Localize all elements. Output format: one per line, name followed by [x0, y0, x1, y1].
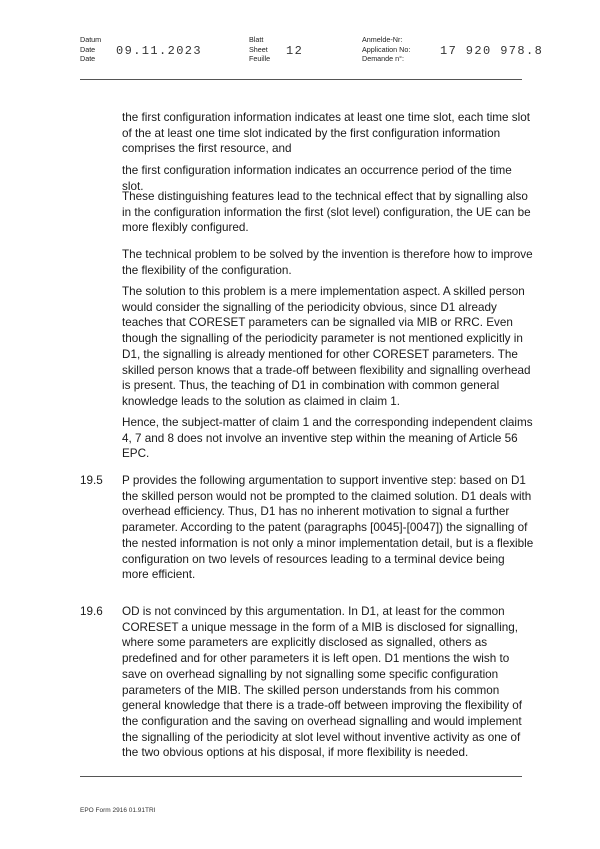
sheet-label: Blatt Sheet Feuille [249, 35, 271, 64]
paragraph-technical-problem: The technical problem to be solved by the invention is therefore how to improve the flexibility of the configuration. [122, 248, 533, 277]
application-label: Anmelde-Nr: Application No: Demande n°: [362, 35, 411, 64]
paragraph-feature-2: the first configuration information indicates an occurrence period of the time slot. [122, 164, 512, 193]
page-header [0, 30, 600, 80]
section-19-6-text: OD is not convinced by this argumentation. In D1, at least for the common CORESET a unique message in the form of a MIB is disclosed for signalling, where some parameters are explicitly disclosed as signalled, others as predefined and for other parameters it is left open. D1 mentions the wish to save on overhead signalling by not signalling some specific configuration parameters of the MIB. The skilled person understands from his common general knowledge that there is a trade-off between improving the flexibility of the configuration and the saving on overhead signalling and would implement the signalling of the periodicity at slot level without inventive activity as one of the two obvious options at his disposal, if more flexibility is needed. [122, 605, 522, 760]
sheet-value: 12 [286, 44, 304, 58]
paragraph-solution: The solution to this problem is a mere implementation aspect. A skilled person would consider the signalling of the periodicity obvious, since D1 already teaches that CORESET parameters can be signalled via MIB or RRC. Even though the signalling of the periodicity parameter is not mentioned explicitly in D1, the signalling is already mentioned for other CORESET parameters. The skilled person knows that a trade-off between flexibility and signalling overhead is present. Thus, the teaching of D1 in combination with common general knowledge leads to the solution as claimed in claim 1. [122, 285, 531, 408]
form-number: EPO Form 2916 01.91TRI [80, 807, 156, 814]
section-19-5-text: P provides the following argumentation to support inventive step: based on D1 the skilled person would not be prompted to the claimed solution. D1 deals with overhead efficiency. Thus, D1 has no inherent motivation to signal a further parameter. According to the patent (paragraphs [0045]-[0047]) the signalling of the nested information is not only a minor implementation detail, but is a flexible configuration on two levels of resources leading to a terminal device being more efficient. [122, 474, 534, 582]
section-number-19-5: 19.5 [80, 474, 103, 487]
footer-divider [80, 776, 522, 777]
application-number: 17 920 978.8 [440, 44, 544, 58]
paragraph-feature-1: the first configuration information indicates at least one time slot, each time slot of the at least one time slot indicated by the first configuration information comprises the first resource, and [122, 111, 530, 156]
date-value: 09.11.2023 [116, 44, 203, 58]
date-label: Datum Date Date [80, 35, 102, 64]
section-number-19-6: 19.6 [80, 605, 103, 618]
paragraph-conclusion: Hence, the subject-matter of claim 1 and the corresponding independent claims 4, 7 and 8 does not involve an inventive step within the meaning of Article 56 EPC. [122, 416, 533, 461]
header-divider [80, 79, 522, 80]
paragraph-technical-effect: These distinguishing features lead to the technical effect that by signalling also in the configuration information the first (slot level) configuration, the UE can be more flexibly configured. [122, 190, 531, 235]
